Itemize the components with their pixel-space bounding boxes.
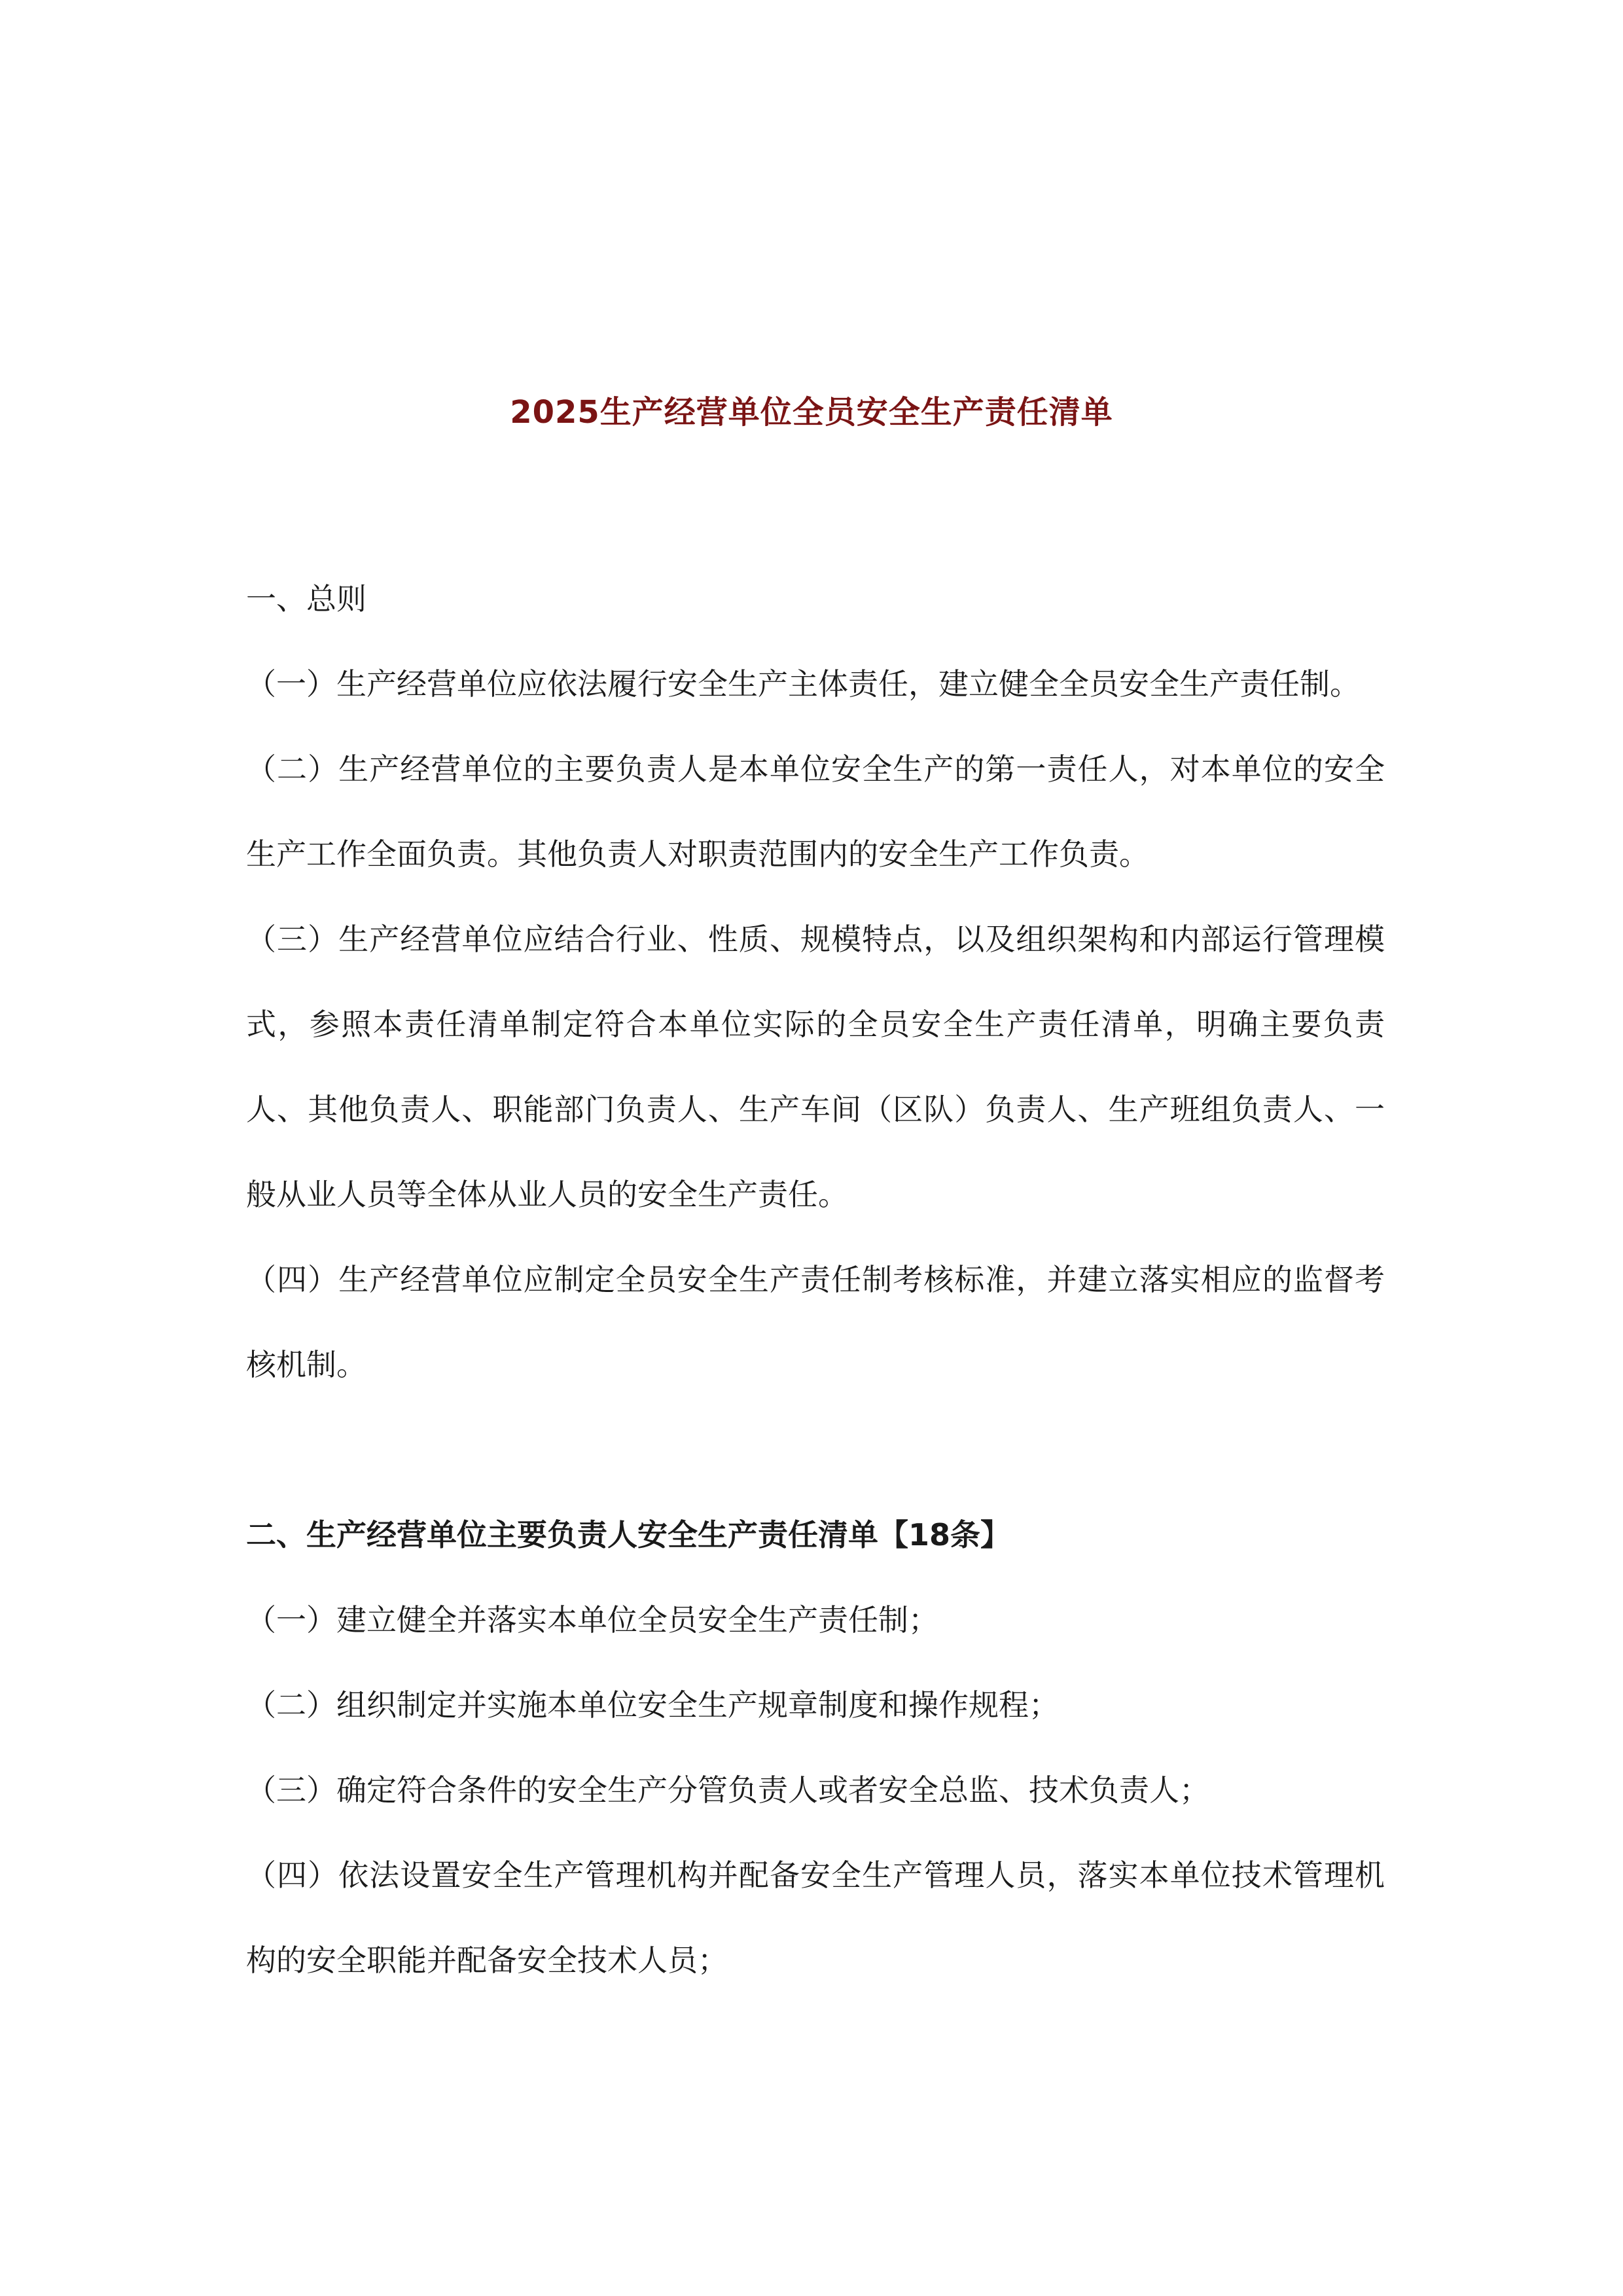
document-body [246,556,1385,2003]
paragraph: （四）生产经营单位应制定全员安全生产责任制考核标准，并建立落实相应的监督考核机制。 [246,1262,1385,1382]
section-heading-main-responsible: 二、生产经营单位主要负责人安全生产责任清单【18条】 [246,1517,1011,1552]
paragraph: （三）生产经营单位应结合行业、性质、规模特点，以及组织架构和内部运行管理模式，参照本责任清单制定符合本单位实际的全员安全生产责任清单，明确主要负责人、其他负责人、职能部门负责人、生产车间（区队）负责人、生产班组负责人、一般从业人员等全体从业人员的安全生产责任。 [246,922,1385,1212]
list-item: （一）建立健全并落实本单位全员安全生产责任制； [246,1602,938,1638]
document-title: 2025生产经营单位全员安全生产责任清单 [510,394,1113,431]
list-item: （四）依法设置安全生产管理机构并配备安全生产管理人员，落实本单位技术管理机构的安全职能并配备安全技术人员； [246,1857,1385,1978]
list-item: （三）确定符合条件的安全生产分管负责人或者安全总监、技术负责人； [246,1772,1209,1808]
paragraph: （二）生产经营单位的主要负责人是本单位安全生产的第一责任人，对本单位的安全生产工作全面负责。其他负责人对职责范围内的安全生产工作负责。 [246,751,1385,872]
section-heading-general: 一、总则 [246,581,366,617]
list-item: （二）组织制定并实施本单位安全生产规章制度和操作规程； [246,1687,1059,1723]
paragraph: （一）生产经营单位应依法履行安全生产主体责任，建立健全全员安全生产责任制。 [246,666,1360,702]
